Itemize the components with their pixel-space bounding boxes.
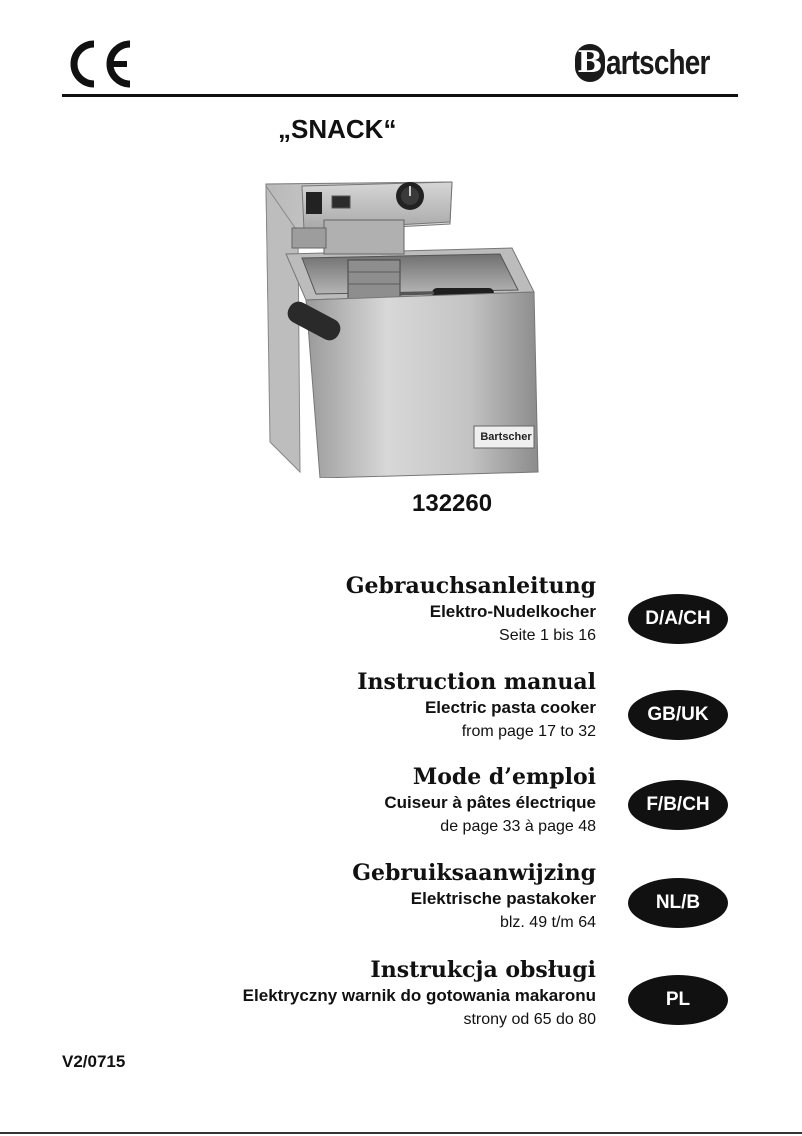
lang-subtitle: Elektrische pastakoker bbox=[410, 889, 596, 908]
lang-badge-pl: PL bbox=[628, 975, 728, 1025]
article-number: 132260 bbox=[412, 490, 493, 517]
logo-wordmark: artscher bbox=[605, 43, 710, 82]
version-label: V2/0715 bbox=[62, 1052, 126, 1071]
lang-pages: strony od 65 do 80 bbox=[463, 1011, 596, 1028]
model-name: „SNACK“ bbox=[278, 114, 397, 144]
lang-pages: de page 33 à page 48 bbox=[440, 818, 596, 835]
lang-pages: Seite 1 bis 16 bbox=[499, 627, 596, 644]
lang-section-de bbox=[346, 572, 596, 648]
lang-badge-gb: GB/UK bbox=[628, 690, 728, 740]
lang-subtitle: Elektro-Nudelkocher bbox=[429, 602, 596, 621]
lang-section-nl bbox=[352, 859, 596, 935]
lang-badge-nl: NL/B bbox=[628, 878, 728, 928]
bartscher-logo bbox=[575, 40, 732, 86]
lang-section-gb bbox=[357, 668, 596, 744]
lang-section-pl bbox=[243, 956, 596, 1032]
lang-section-fr bbox=[384, 763, 596, 839]
lang-badge-fr: F/B/CH bbox=[628, 780, 728, 830]
lang-title: Gebrauchsanleitung bbox=[345, 573, 596, 599]
lang-pages: blz. 49 t/m 64 bbox=[499, 914, 596, 931]
image-brand-plate: Bartscher bbox=[480, 431, 532, 443]
lang-title: Instrukcja obsługi bbox=[370, 957, 596, 983]
footer-divider bbox=[0, 1132, 802, 1134]
logo-initial: B bbox=[575, 44, 605, 82]
lang-title: Gebruiksaanwijzing bbox=[352, 860, 596, 886]
lang-badge-de: D/A/CH bbox=[628, 594, 728, 644]
lang-pages: from page 17 to 32 bbox=[461, 723, 596, 740]
lang-title: Instruction manual bbox=[357, 669, 596, 695]
lang-subtitle: Electric pasta cooker bbox=[424, 698, 596, 717]
lang-title: Mode d’emploi bbox=[412, 764, 596, 790]
ce-mark-icon bbox=[64, 38, 136, 90]
header-divider bbox=[62, 94, 738, 97]
lang-subtitle: Elektryczny warnik do gotowania makaronu bbox=[242, 986, 596, 1005]
lang-subtitle: Cuiseur à pâtes électrique bbox=[384, 793, 596, 812]
